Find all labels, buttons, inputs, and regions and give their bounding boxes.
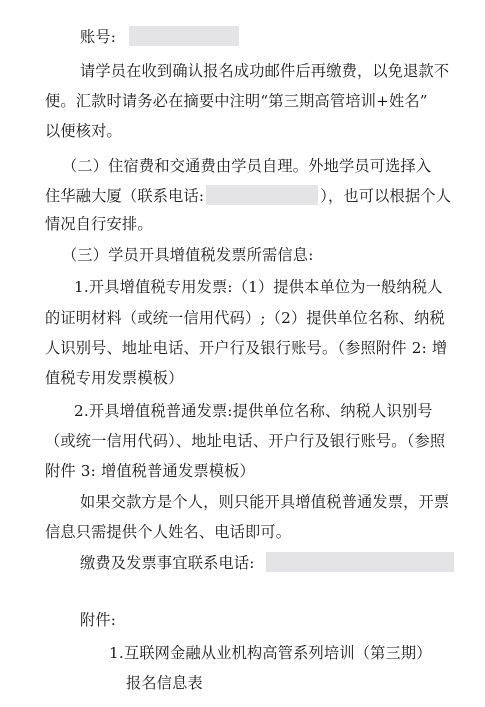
paragraph-1-line-3: 以便核对。 [45, 122, 122, 140]
contact-phone-label: 缴费及发票事宜联系电话: [80, 554, 255, 572]
attachments-label: 附件: [80, 611, 117, 629]
paragraph-2-line-1: （二）住宿费和交通费由学员自理。外地学员可选择入 [62, 157, 432, 175]
contact-phone-line [80, 552, 454, 573]
paragraph-1-line-1: 请学员在收到确认报名成功邮件后再缴费，以免退款不 [80, 62, 450, 80]
paragraph-4-line-1: 1.开具增值税专用发票:（1）提供本单位为一般纳税人 [74, 278, 443, 296]
paragraph-4-line-3: 人识别号、地址电话、开户行及银行账号。（参照附件 2: 增 [45, 339, 448, 357]
paragraph-6-line-2: 信息只需提供个人姓名、电话即可。 [45, 523, 292, 541]
paragraph-3-line-1: （三）学员开具增值税发票所需信息: [62, 246, 314, 264]
attachment-1-line-1: 1.互联网金融从业机构高管系列培训（第三期） [109, 644, 432, 662]
paragraph-5-line-1: 2.开具增值税普通发票:提供单位名称、纳税人识别号 [74, 402, 433, 420]
paragraph-1-line-2: 便。汇款时请务必在摘要中注明“第三期高管培训+姓名” [45, 92, 428, 110]
redacted-account-number [129, 26, 239, 46]
account-line [80, 26, 239, 47]
paragraph-2-line-2 [45, 185, 451, 206]
redacted-hotel-phone [206, 185, 318, 205]
redacted-contact-phone [266, 552, 454, 572]
paragraph-5-line-3: 附件 3: 增值税普通发票模板） [45, 462, 255, 480]
hotel-text-cont: ），也可以根据个人 [320, 187, 452, 205]
paragraph-4-line-4: 值税专用发票模板） [45, 369, 184, 387]
paragraph-2-line-3: 情况自行安排。 [45, 215, 153, 233]
account-label: 账号: [80, 28, 117, 46]
paragraph-5-line-2: （或统一信用代码）、地址电话、开户行及银行账号。（参照 [45, 432, 446, 450]
attachment-1-line-2: 报名信息表 [126, 674, 203, 692]
paragraph-4-line-2: 的证明材料（或统一信用代码）;（2）提供单位名称、纳税 [45, 309, 445, 327]
hotel-text: 住华融大厦（联系电话: [45, 187, 205, 205]
paragraph-6-line-1: 如果交款方是个人，则只能开具增值税普通发票，开票 [80, 493, 450, 511]
